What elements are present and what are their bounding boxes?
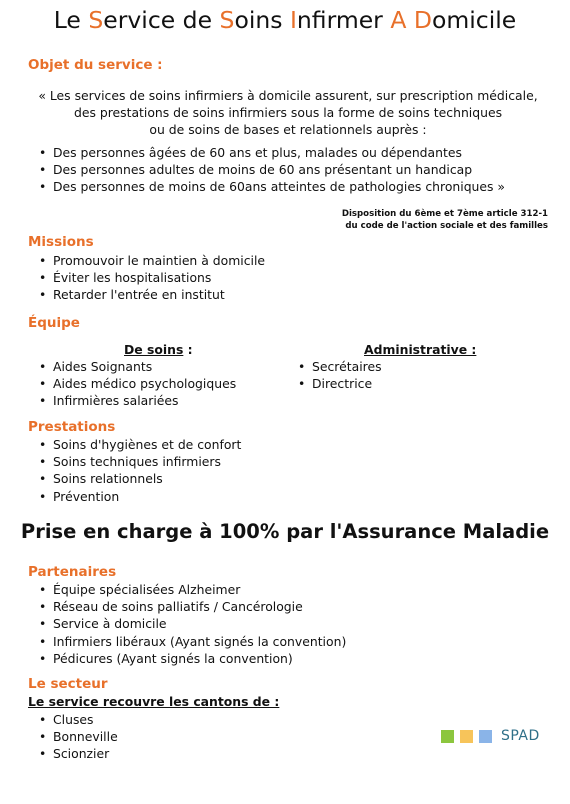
title-part: oins xyxy=(234,6,290,34)
objet-intro-line: « Les services de soins infirmiers à domicile assurent, sur prescription médicale, xyxy=(38,88,538,103)
list-item: • Soins d'hygiènes et de confort xyxy=(28,436,241,453)
list-item: • Des personnes âgées de 60 ans et plus, malades ou dépendantes xyxy=(28,144,505,161)
title-part: S xyxy=(88,6,104,34)
prestations-heading: Prestations xyxy=(28,419,116,435)
secteur-subheading: Le service recouvre les cantons de : xyxy=(28,694,280,709)
list-item: • Retarder l'entrée en institut xyxy=(28,286,265,303)
admin-heading-text: Administrative : xyxy=(364,342,477,357)
title-part: ervice de xyxy=(103,6,220,34)
legal-reference-note xyxy=(308,208,548,232)
logo-text: SPAD xyxy=(501,728,540,744)
list-item: • Soins relationnels xyxy=(28,470,241,487)
title-part: S xyxy=(219,6,235,34)
partenaires-heading: Partenaires xyxy=(28,564,117,580)
list-item: • Cluses xyxy=(28,711,118,728)
title-part xyxy=(406,6,413,34)
logo-square-green xyxy=(441,730,454,743)
title-part: omicile xyxy=(432,6,517,34)
title-part: nfirmer xyxy=(296,6,391,34)
missions-list xyxy=(28,252,265,304)
soins-staff-list xyxy=(28,358,236,410)
list-item: • Éviter les hospitalisations xyxy=(28,269,265,286)
list-item: • Des personnes de moins de 60ans atteintes de pathologies chroniques » xyxy=(28,178,505,195)
admin-staff-list xyxy=(287,358,382,392)
list-item: • Bonneville xyxy=(28,728,118,745)
coverage-banner: Prise en charge à 100% par l'Assurance Maladie xyxy=(20,520,550,543)
title-part: Le xyxy=(53,6,89,34)
list-item: • Équipe spécialisées Alzheimer xyxy=(28,581,346,598)
logo-square-yellow xyxy=(460,730,473,743)
cantons-list xyxy=(28,711,118,763)
list-item: • Promouvoir le maintien à domicile xyxy=(28,252,265,269)
list-item: • Secrétaires xyxy=(287,358,382,375)
objet-intro-line: des prestations de soins infirmiers sous la forme de soins techniques xyxy=(73,105,503,121)
soins-column-heading xyxy=(124,342,193,357)
list-item: • Pédicures (Ayant signés la convention) xyxy=(28,650,346,667)
list-item: • Soins techniques infirmiers xyxy=(28,453,241,470)
soins-heading-text: De soins xyxy=(124,342,184,357)
objet-bullet-list xyxy=(28,144,505,196)
partenaires-list xyxy=(28,581,346,667)
list-item: • Aides médico psychologiques xyxy=(28,375,236,392)
spad-logo xyxy=(441,727,540,745)
objet-heading: Objet du service : xyxy=(28,57,163,73)
prestations-list xyxy=(28,436,241,505)
note-line: du code de l'action sociale et des familles xyxy=(345,221,548,231)
list-item: • Service à domicile xyxy=(28,615,346,632)
title-part: I xyxy=(289,6,297,34)
missions-heading: Missions xyxy=(28,234,94,250)
objet-intro xyxy=(28,87,548,139)
title-part: D xyxy=(413,6,432,34)
soins-heading-colon: : xyxy=(183,342,193,357)
page-title xyxy=(0,6,570,34)
admin-column-heading xyxy=(364,342,476,357)
logo-square-blue xyxy=(479,730,492,743)
list-item: • Scionzier xyxy=(28,745,118,762)
note-line: Disposition du 6ème et 7ème article 312-1 xyxy=(341,209,548,219)
equipe-heading: Équipe xyxy=(28,315,80,331)
secteur-heading: Le secteur xyxy=(28,676,108,692)
list-item: • Des personnes adultes de moins de 60 ans présentant un handicap xyxy=(28,161,505,178)
list-item: • Réseau de soins palliatifs / Cancérologie xyxy=(28,598,346,615)
title-part: A xyxy=(390,6,407,34)
objet-intro-line: ou de soins de bases et relationnels auprès : xyxy=(149,122,427,138)
list-item: • Infirmiers libéraux (Ayant signés la convention) xyxy=(28,633,346,650)
list-item: • Infirmières salariées xyxy=(28,392,236,409)
list-item: • Directrice xyxy=(287,375,382,392)
list-item: • Aides Soignants xyxy=(28,358,236,375)
list-item: • Prévention xyxy=(28,488,241,505)
